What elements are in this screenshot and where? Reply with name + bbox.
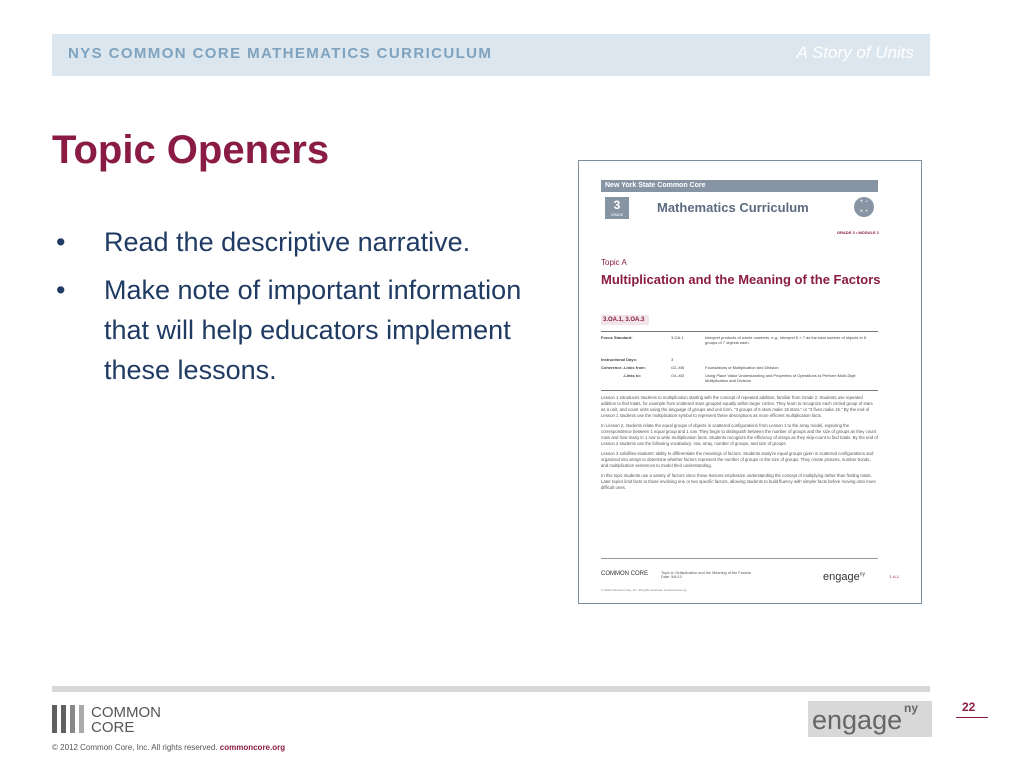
slide-title: Topic Openers bbox=[52, 128, 330, 172]
thumb-paragraph: Lesson 1 introduces students to multiplication starting with the concept of repeated addition, familiar from Grade 2. Students use repeated addition to find totals, for example from scattered stars grouped equally within larger circles. They learn to recognize each circled group of stars as a unit, and count units using the language of groups and unit form. "3 groups of 5 stars make 15 stars," or "3 fives make 15." By the end of Lesson 1 students use the multiplication symbol to represent these descriptions as more efficient multiplication facts. bbox=[601, 395, 873, 418]
thumb-cell: Coherence -Links from: bbox=[601, 365, 646, 370]
thumb-cell: Interpret products of whole numbers, e.g., interpret 5 × 7 as the total number of objects in 5 groups of 7 objects each. bbox=[705, 335, 867, 345]
thumb-footer-topic-label: Topic A: bbox=[661, 571, 675, 575]
engage-ny-logo bbox=[808, 701, 932, 737]
thumb-engage-logo: engage$^{ny}$ bbox=[823, 571, 865, 583]
thumb-footer-topic-name: Multiplication and the Meaning of the Factors bbox=[675, 571, 751, 575]
slide-number-underline bbox=[956, 717, 988, 718]
thumb-operations-icon: + − × ÷ bbox=[854, 197, 874, 217]
thumb-grade-badge: 3 bbox=[605, 197, 629, 219]
copyright-text: © 2012 Common Core, Inc. All rights reserved. bbox=[52, 743, 218, 752]
bullet-list bbox=[52, 222, 562, 398]
thumb-footer-date: 5/6/13 bbox=[671, 575, 682, 579]
bullet-icon: • bbox=[56, 227, 66, 257]
topic-opener-thumbnail bbox=[578, 160, 922, 604]
thumb-curriculum: Mathematics Curriculum bbox=[657, 200, 809, 215]
header-bar bbox=[52, 34, 930, 76]
engage-wordmark: engage bbox=[812, 705, 903, 735]
thumb-cell: G2–M6 bbox=[671, 365, 685, 370]
footer-divider bbox=[52, 686, 930, 692]
copyright-link[interactable]: commoncore.org bbox=[219, 743, 286, 752]
thumb-footer-divider bbox=[601, 558, 878, 559]
copyright bbox=[52, 743, 285, 752]
thumb-cell: G4–M3 bbox=[671, 373, 685, 378]
engage-ny-superscript: ny bbox=[904, 701, 919, 715]
thumb-paragraph: Lesson 3 solidifies students' ability to differentiate the meanings of factors. Students analyze equal groups given in scattered configurations and organized into arrays to determine whether factors represent the number of groups or the size of groups. They create pictures, number bonds, and multiplication sentences to model their understanding. bbox=[601, 451, 874, 468]
thumb-paragraph: In this topic students use a variety of factors since these lessons emphasize understanding the concept of multiplying rather than finding totals. Later topics limit facts to those involving one or two specific factors, allowing students to build fluency with simpler facts before moving onto more difficult ones. bbox=[601, 473, 876, 490]
bullet-item bbox=[52, 222, 562, 262]
thumb-standards-table bbox=[601, 331, 878, 391]
thumb-cc-logo: COMMON CORE bbox=[601, 571, 648, 577]
bullet-item bbox=[52, 270, 562, 390]
thumb-narrative bbox=[601, 395, 878, 495]
thumb-cell: Instructional Days: bbox=[601, 357, 638, 362]
thumb-topic-label: Topic A bbox=[601, 258, 627, 267]
story-title: A Story of Units bbox=[796, 43, 914, 62]
thumb-paragraph: In Lesson 2, students relate the equal groups of objects in scattered configurations from Lesson 1 to the array model, exploring the correspondence between 1 equal group and 1 row. They begin to distinguish between the number of groups and the size of groups as they count rows and how many in 1 row to write multiplication facts. Students recognize the efficiency of arrays as they skip-count to find totals. By the end of Lesson 2 students use the following vocabulary: row, array, number of groups, and size of groups. bbox=[601, 423, 878, 446]
thumb-module: GRADE 3 • MODULE 1 bbox=[836, 230, 879, 235]
curriculum-title: NYS COMMON CORE MATHEMATICS CURRICULUM bbox=[68, 45, 493, 62]
thumb-page-number: 1.A.1 bbox=[889, 574, 899, 579]
thumb-grade-label: GRADE bbox=[610, 213, 624, 217]
slide-number: 22 bbox=[962, 700, 976, 714]
bullet-text: Make note of important information that will help educators implement these lessons. bbox=[104, 275, 522, 385]
common-core-wordmark: COMMON CORE bbox=[91, 704, 161, 736]
thumb-copyright: © 2012 Common Core, Inc. All rights reserved. commoncore.org bbox=[601, 588, 687, 592]
thumb-standards: 3.OA.1, 3.OA.3 bbox=[601, 315, 649, 325]
thumb-cell: -Links to: bbox=[623, 373, 641, 378]
thumb-footer-date-label: Date: bbox=[661, 575, 671, 579]
thumb-cell: Foundations of Multiplication and Division bbox=[705, 365, 779, 370]
thumb-cell: 3.OA.1 bbox=[671, 335, 684, 340]
bullet-text: Read the descriptive narrative. bbox=[104, 227, 471, 257]
thumb-cell: Using Place Value Understanding and Properties of Operations to Perform Multi-Digit Multiplication and Division bbox=[705, 373, 856, 383]
bullet-icon: • bbox=[56, 275, 66, 305]
thumb-topic-title: Multiplication and the Meaning of the Factors bbox=[601, 272, 881, 287]
thumb-cell: 3 bbox=[671, 357, 674, 362]
thumb-footer-topic bbox=[661, 571, 751, 579]
thumb-cell: Focus Standard: bbox=[601, 335, 633, 340]
thumb-band: New York State Common Core bbox=[601, 180, 878, 192]
